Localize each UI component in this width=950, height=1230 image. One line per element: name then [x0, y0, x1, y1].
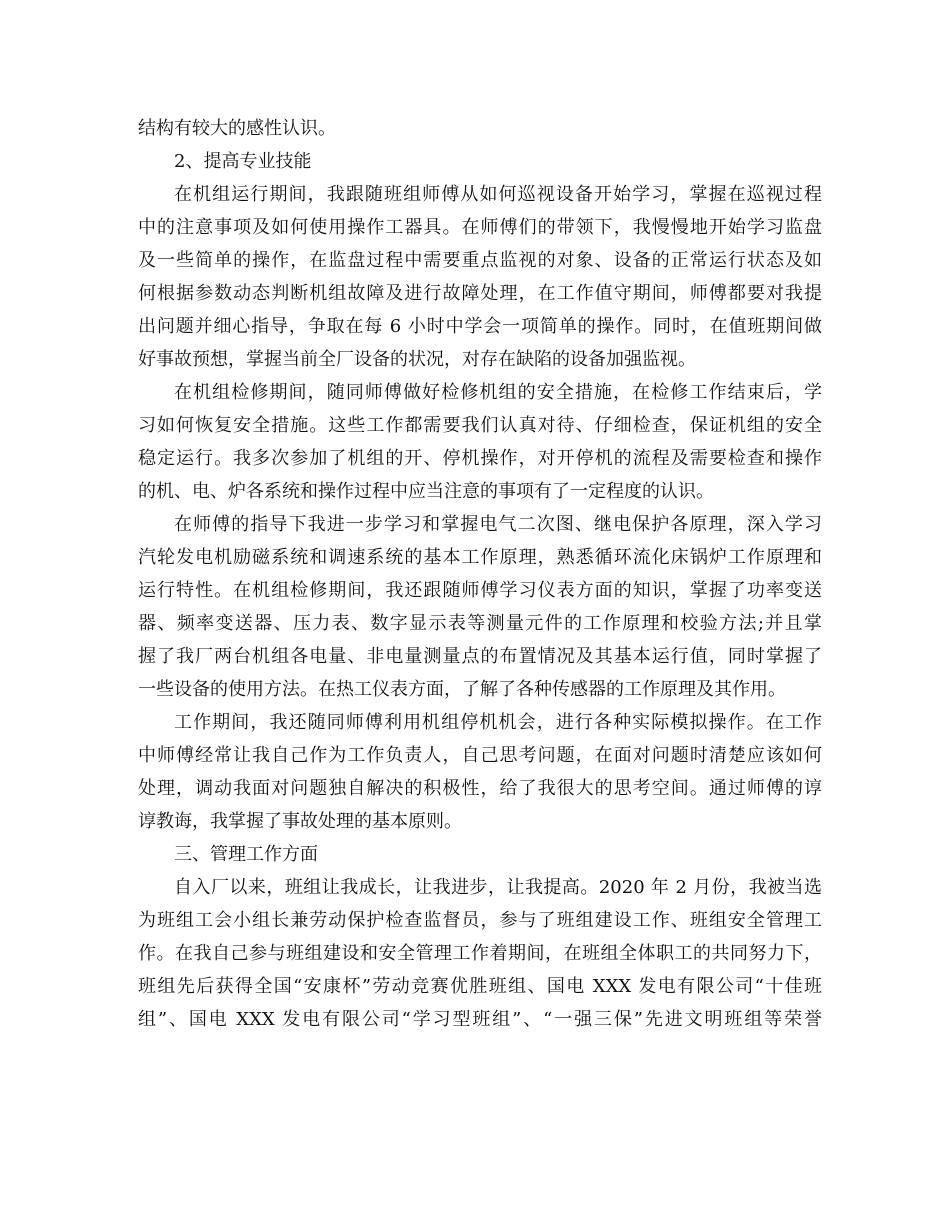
- text-line: 的机、电、炉各系统和操作过程中应当注意的事项有了一定程度的认识。: [138, 481, 714, 502]
- text-line: 组”、国电 XXX 发电有限公司“学习型班组”、“一强三保”先进文明班组等荣誉: [138, 1009, 822, 1030]
- text-line: 器、频率变送器、压力表、数字显示表等测量元件的工作原理和校验方法;并且掌: [138, 613, 822, 634]
- text-line: 在机组检修期间，随同师傅做好检修机组的安全措施，在检修工作结束后，学: [174, 382, 822, 403]
- text-line: 结构有较大的感性认识。: [138, 118, 336, 139]
- text-line: 中师傅经常让我自己作为工作负责人，自己思考问题，在面对问题时清楚应该如何: [138, 745, 822, 766]
- text-line: 习如何恢复安全措施。这些工作都需要我们认真对待、仔细检查，保证机组的安全: [138, 415, 822, 436]
- text-line: 谆教诲，我掌握了事故处理的基本原则。: [138, 811, 462, 832]
- text-line: 自入厂以来，班组让我成长，让我进步，让我提高。2020 年 2 月份，我被当选: [174, 877, 822, 898]
- section-heading: 三、管理工作方面: [174, 844, 318, 865]
- text-line: 在师傅的指导下我进一步学习和掌握电气二次图、继电保护各原理，深入学习: [174, 514, 822, 535]
- section-heading: 2、提高专业技能: [174, 151, 312, 172]
- text-line: 握了我厂两台机组各电量、非电量测量点的布置情况及其基本运行值，同时掌握了: [138, 646, 822, 667]
- text-line: 作。在我自己参与班组建设和安全管理工作着期间，在班组全体职工的共同努力下，: [138, 943, 822, 964]
- text-line: 出问题并细心指导，争取在每 6 小时中学会一项简单的操作。同时，在值班期间做: [138, 316, 822, 337]
- text-line: 运行特性。在机组检修期间，我还跟随师傅学习仪表方面的知识，掌握了功率变送: [138, 580, 822, 601]
- text-line: 何根据参数动态判断机组故障及进行故障处理，在工作值守期间，师傅都要对我提: [138, 283, 822, 304]
- document-body: [138, 112, 822, 1036]
- text-line: 处理，调动我面对问题独自解决的积极性，给了我很大的思考空间。通过师傅的谆: [138, 778, 822, 799]
- text-line: 在机组运行期间，我跟随班组师傅从如何巡视设备开始学习，掌握在巡视过程: [174, 184, 822, 205]
- text-line: 中的注意事项及如何使用操作工器具。在师傅们的带领下，我慢慢地开始学习监盘: [138, 217, 822, 238]
- text-line: 汽轮发电机励磁系统和调速系统的基本工作原理，熟悉循环流化床锅炉工作原理和: [138, 547, 822, 568]
- text-line: 及一些简单的操作，在监盘过程中需要重点监视的对象、设备的正常运行状态及如: [138, 250, 822, 271]
- text-line: 一些设备的使用方法。在热工仪表方面，了解了各种传感器的工作原理及其作用。: [138, 679, 786, 700]
- text-line: 稳定运行。我多次参加了机组的开、停机操作，对开停机的流程及需要检查和操作: [138, 448, 822, 469]
- text-line: 班组先后获得全国“安康杯”劳动竞赛优胜班组、国电 XXX 发电有限公司“十佳班: [138, 976, 822, 997]
- text-line: 为班组工会小组长兼劳动保护检查监督员，参与了班组建设工作、班组安全管理工: [138, 910, 822, 931]
- text-line: 好事故预想，掌握当前全厂设备的状况，对存在缺陷的设备加强监视。: [138, 349, 696, 370]
- text-line: 工作期间，我还随同师傅利用机组停机机会，进行各种实际模拟操作。在工作: [174, 712, 822, 733]
